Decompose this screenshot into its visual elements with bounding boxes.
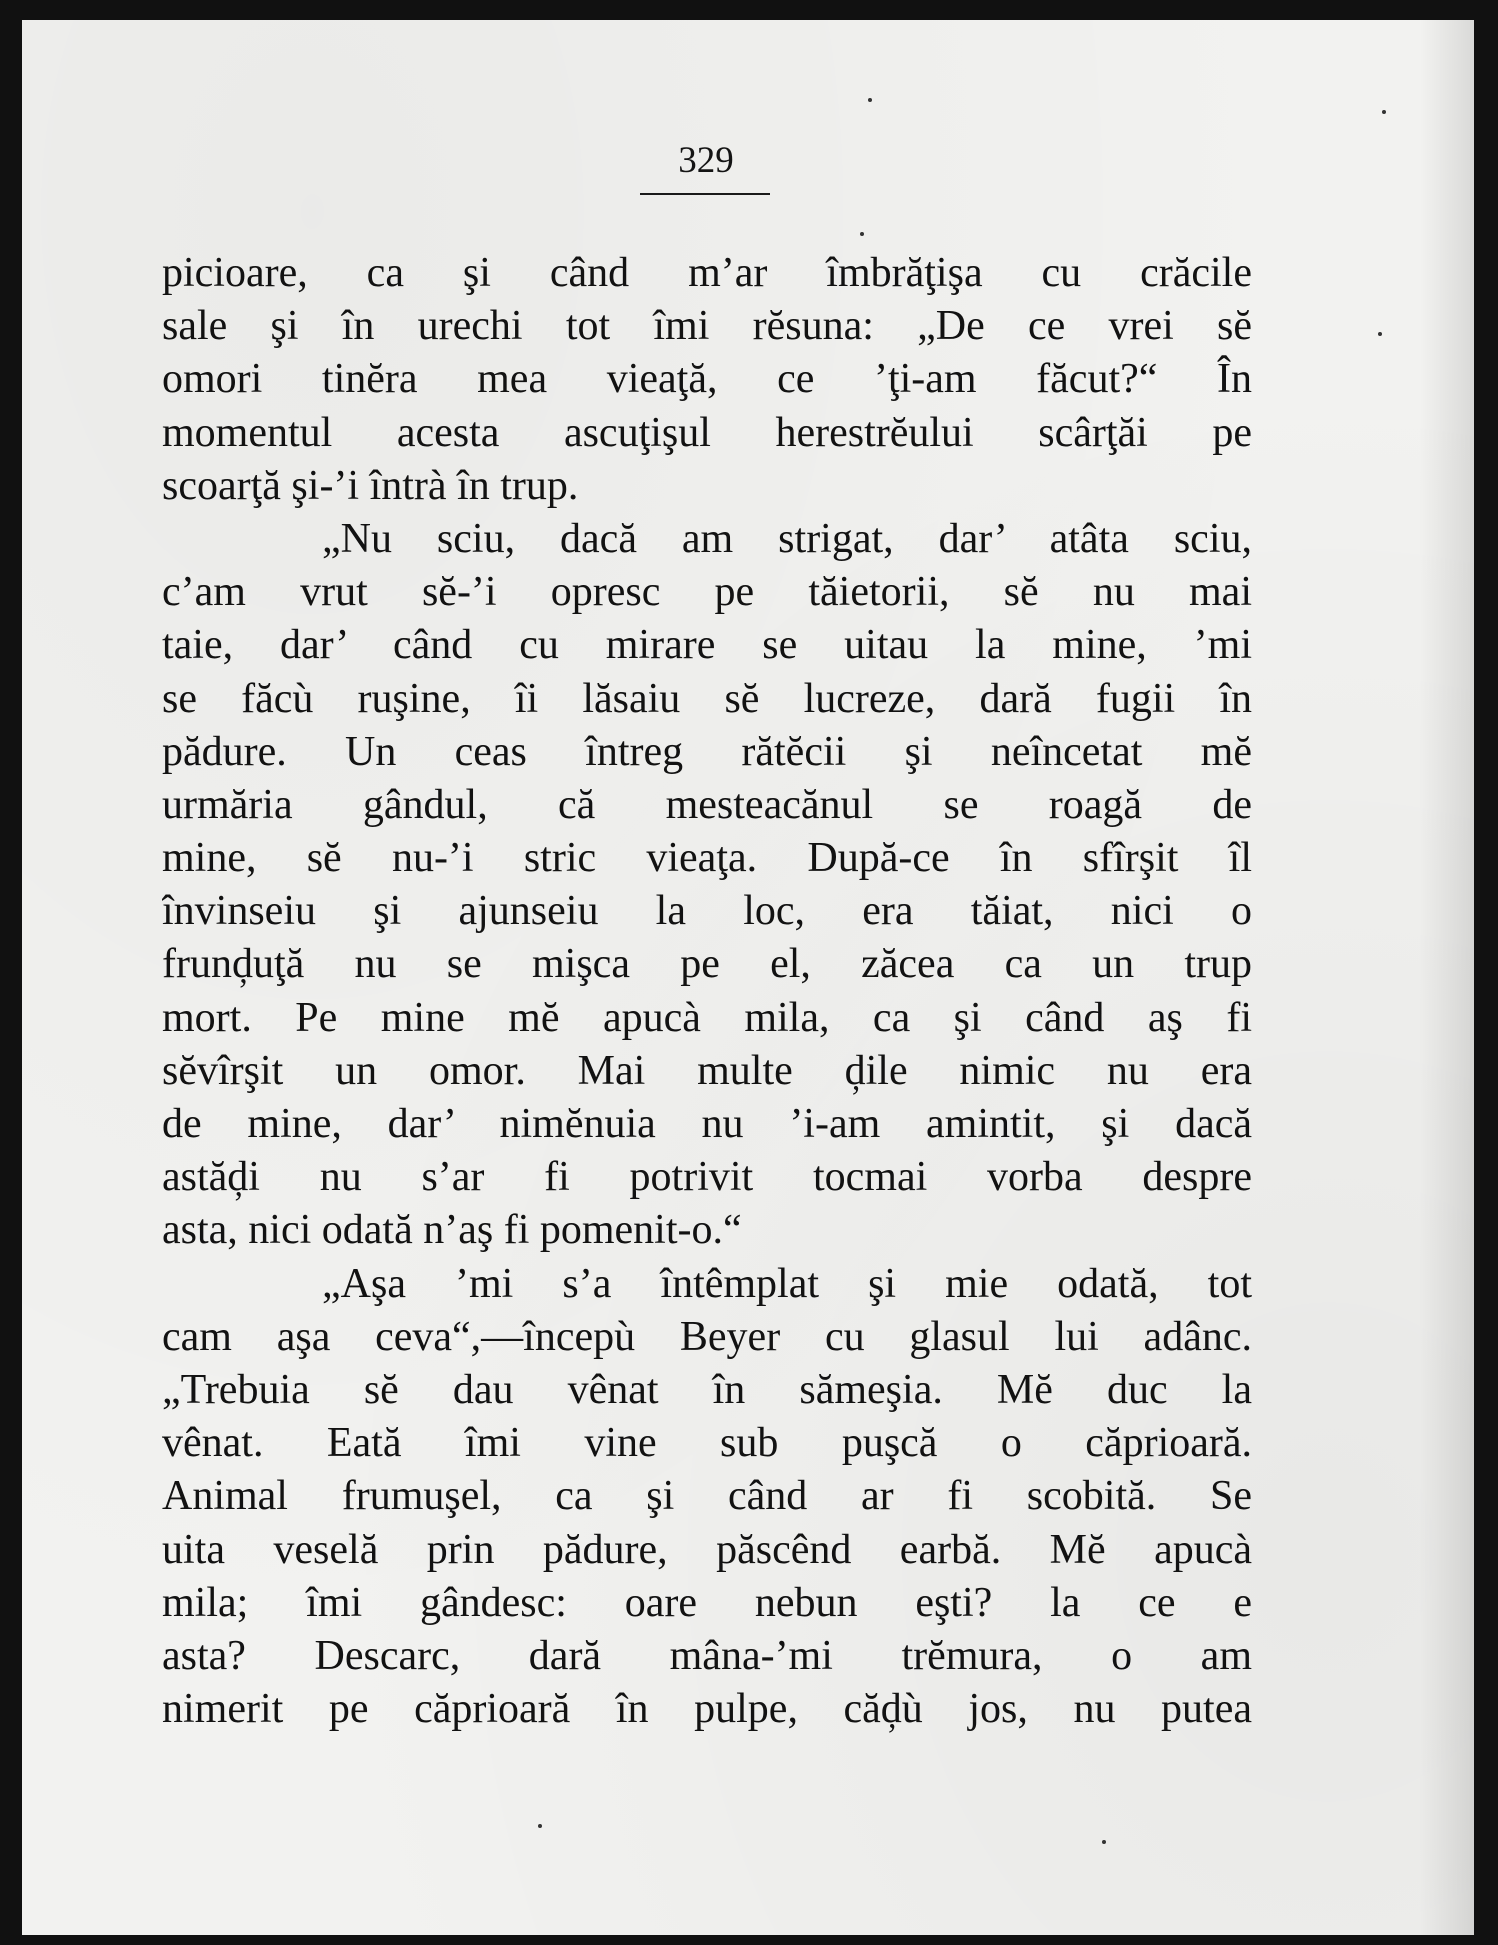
text-line: mort. Pe mine mĕ apucà mila, ca şi când aş fi bbox=[162, 994, 1252, 1041]
text-line: „Aşa ’mi s’a întêmplat şi mie odată, tot bbox=[322, 1260, 1252, 1307]
text-line: uita veselă prin pădure, păscênd earbă. Mĕ apucà bbox=[162, 1526, 1252, 1573]
scan-speck bbox=[860, 232, 864, 236]
scan-speck bbox=[1382, 110, 1386, 114]
text-line: sĕvîrşit un omor. Mai multe ḑile nimic nu era bbox=[162, 1047, 1252, 1094]
text-line: mila; îmi gândesc: oare nebun eşti? la ce e bbox=[162, 1579, 1252, 1626]
text-line: pădure. Un ceas întreg rătĕcii şi neîncetat mĕ bbox=[162, 728, 1252, 775]
text-line: cam aşa ceva“,—începù Beyer cu glasul lui adânc. bbox=[162, 1313, 1252, 1360]
text-line: mine, sĕ nu-’i stric vieaţa. După-ce în sfîrşit îl bbox=[162, 835, 1252, 882]
scan-speck bbox=[538, 1824, 542, 1828]
text-line: Animal frumuşel, ca şi când ar fi scobită. Se bbox=[162, 1473, 1252, 1520]
text-line: „Trebuia sĕ dau vênat în sămeşia. Mĕ duc la bbox=[162, 1366, 1252, 1413]
text-line: taie, dar’ când cu mirare se uitau la mine, ’mi bbox=[162, 622, 1252, 669]
text-line: vênat. Eată îmi vine sub puşcă o căprioară. bbox=[162, 1420, 1252, 1467]
scan-speck bbox=[1378, 332, 1382, 336]
text-line: picioare, ca şi când m’ar îmbrăţişa cu crăcile bbox=[162, 250, 1252, 296]
scan-speck bbox=[1102, 1840, 1106, 1844]
text-line: urmăria gândul, că mesteacănul se roagă de bbox=[162, 781, 1252, 828]
text-line: astăḑi nu s’ar fi potrivit tocmai vorba despre bbox=[162, 1154, 1252, 1201]
text-line: omori tinĕra mea vieaţă, ce ’ţi-am făcut?“ În bbox=[162, 356, 1252, 403]
text-line: învinseiu şi ajunseiu la loc, era tăiat, nici o bbox=[162, 888, 1252, 935]
text-line: momentul acesta ascuţişul herestrĕului scârţăi pe bbox=[162, 409, 1252, 456]
page-number: 329 bbox=[678, 140, 734, 181]
page-edge-shadow bbox=[1419, 20, 1474, 1935]
body-text bbox=[162, 247, 1252, 1736]
text-line: de mine, dar’ nimĕnuia nu ’i-am amintit, şi dacă bbox=[162, 1101, 1252, 1147]
text-line: se făcù ruşine, îi lăsaiu sĕ lucreze, dară fugii în bbox=[162, 675, 1252, 722]
text-line: scoarţă şi-’i întrà în trup. bbox=[162, 462, 579, 509]
text-line: frunḑuţă nu se mişca pe el, zăcea ca un trup bbox=[162, 941, 1252, 988]
page-number-rule bbox=[640, 193, 770, 195]
text-line: asta? Descarc, dară mâna-’mi trĕmura, o am bbox=[162, 1632, 1252, 1679]
text-line: „Nu sciu, dacă am strigat, dar’ atâta sciu, bbox=[322, 515, 1252, 562]
text-line: asta, nici odată n’aş fi pomenit-o.“ bbox=[162, 1207, 742, 1254]
text-line: nimerit pe căprioară în pulpe, căḑù jos, nu putea bbox=[162, 1686, 1252, 1733]
text-line: sale şi în urechi tot îmi rĕsuna: „De ce vrei sĕ bbox=[162, 303, 1252, 350]
text-line: c’am vrut sĕ-’i opresc pe tăietorii, sĕ nu mai bbox=[162, 569, 1252, 616]
scan-speck bbox=[868, 98, 872, 102]
